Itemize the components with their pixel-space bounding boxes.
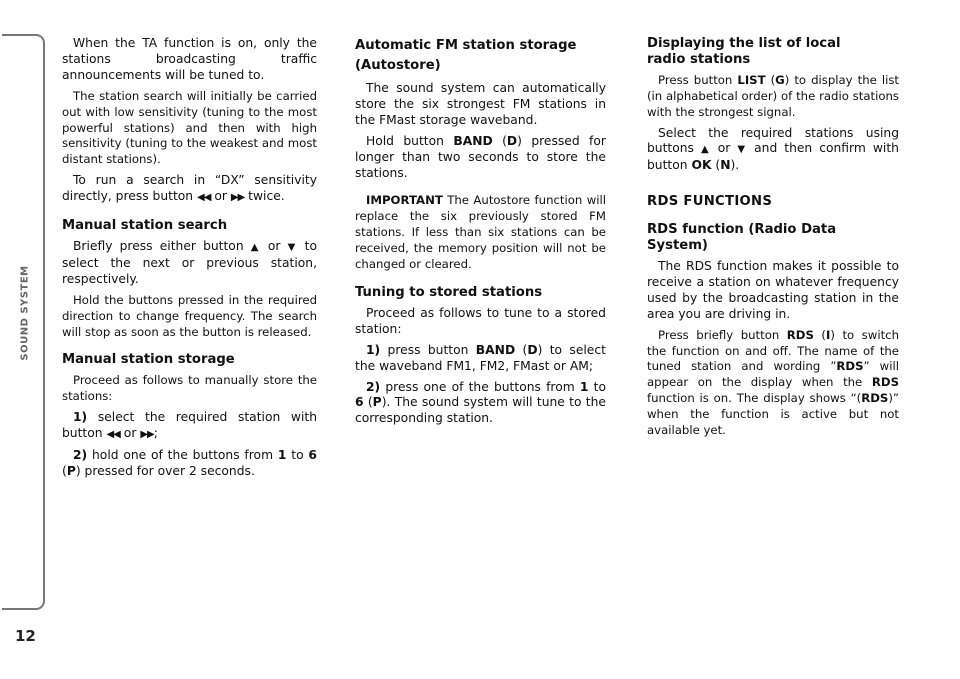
paragraph-hold-band: Hold button BAND (D) pressed for longer than two seconds to store the stations. (355, 133, 606, 180)
heading-tuning-stored: Tuning to stored stations (355, 284, 543, 300)
column-1 (62, 36, 317, 485)
paragraph-select-stations: Select the required stations using buttons ▲ or ▼ and then confirm with button OK (N). (647, 125, 899, 173)
paragraph-autostore: The sound system can automatically store the six strongest FM stations in the FMast storage waveband. (355, 81, 606, 127)
paragraph-search-sensitivity: The station search will initially be carried out with low sensitivity (tuning to the most powerful stations) and then with high sensitivity (tuning to the weakest and most distant stations). (62, 88, 317, 167)
paragraph-dx: To run a search in “DX” sensitivity directly, press button ◀◀ or ▶▶ twice. (62, 173, 317, 204)
heading-manual-storage: Manual station storage (62, 352, 235, 368)
paragraph-rds-description: The RDS function makes it possible to receive a station on whatever frequency used by the broadcasting station in the area you are driving in. (647, 258, 899, 321)
section-label: SOUND SYSTEM (19, 265, 31, 361)
forward-icon: ▶▶ (140, 429, 154, 441)
paragraph-manual-search: Briefly press either button ▲ or ▼ to select the next or previous station, respectively. (62, 238, 317, 286)
paragraph-hold-buttons: Hold the buttons pressed in the required direction to change frequency. The search will stop as soon as the button is released. (62, 292, 317, 339)
up-arrow-icon: ▲ (700, 144, 711, 156)
step-2-hold-button: 2) hold one of the buttons from 1 to 6 (P) pressed for over 2 seconds. (62, 447, 317, 478)
paragraph-manual-storage: Proceed as follows to manually store the stations: (62, 373, 317, 404)
heading-rds-system: RDS function (Radio Data System) (647, 222, 837, 254)
step-1-press-band: 1) press button BAND (D) to select the waveband FM1, FM2, FMast or AM; (355, 342, 606, 373)
down-arrow-icon: ▼ (737, 144, 748, 156)
rewind-icon: ◀◀ (197, 192, 211, 204)
column-3 (647, 36, 899, 444)
heading-autostore: Automatic FM station storage (Autostore) (355, 38, 577, 73)
heading-local-list: Displaying the list of local radio stations (647, 36, 841, 67)
heading-rds-functions: RDS FUNCTIONS (647, 194, 773, 210)
forward-icon: ▶▶ (230, 192, 245, 204)
up-arrow-icon: ▲ (250, 241, 261, 253)
paragraph-ta: When the TA function is on, only the stations broadcasting traffic announcements will be tuned to. (62, 36, 317, 82)
step-1-select-station: 1) select the required station with button ◀◀ or ▶▶; (62, 410, 317, 441)
paragraph-important: IMPORTANT The Autostore function will replace the six previously stored FM stations. If less than six stations can be received, the memory position will not be changed or cleared. (355, 193, 607, 272)
heading-manual-search: Manual station search (62, 218, 228, 234)
important-label: IMPORTANT (366, 193, 443, 208)
down-arrow-icon: ▼ (287, 241, 298, 253)
paragraph-tuning-stored: Proceed as follows to tune to a stored station: (355, 305, 606, 336)
step-2-press-preset: 2) press one of the buttons from 1 to 6 (P). The sound system will tune to the corresponding station. (355, 379, 607, 426)
paragraph-rds-button: Press briefly button RDS (I) to switch the function on and off. The name of the tuned station and wording ”RDS” will appear on the display when the RDS function is on. The display shows “(RDS)” when the function is active but not available yet. (647, 327, 899, 438)
column-2 (355, 36, 606, 432)
paragraph-list-button: Press button LIST (G) to display the list (in alphabetical order) of the radio stations with the strongest signal. (647, 72, 899, 119)
page-number: 12 (15, 627, 36, 645)
rewind-icon: ◀◀ (106, 429, 120, 441)
